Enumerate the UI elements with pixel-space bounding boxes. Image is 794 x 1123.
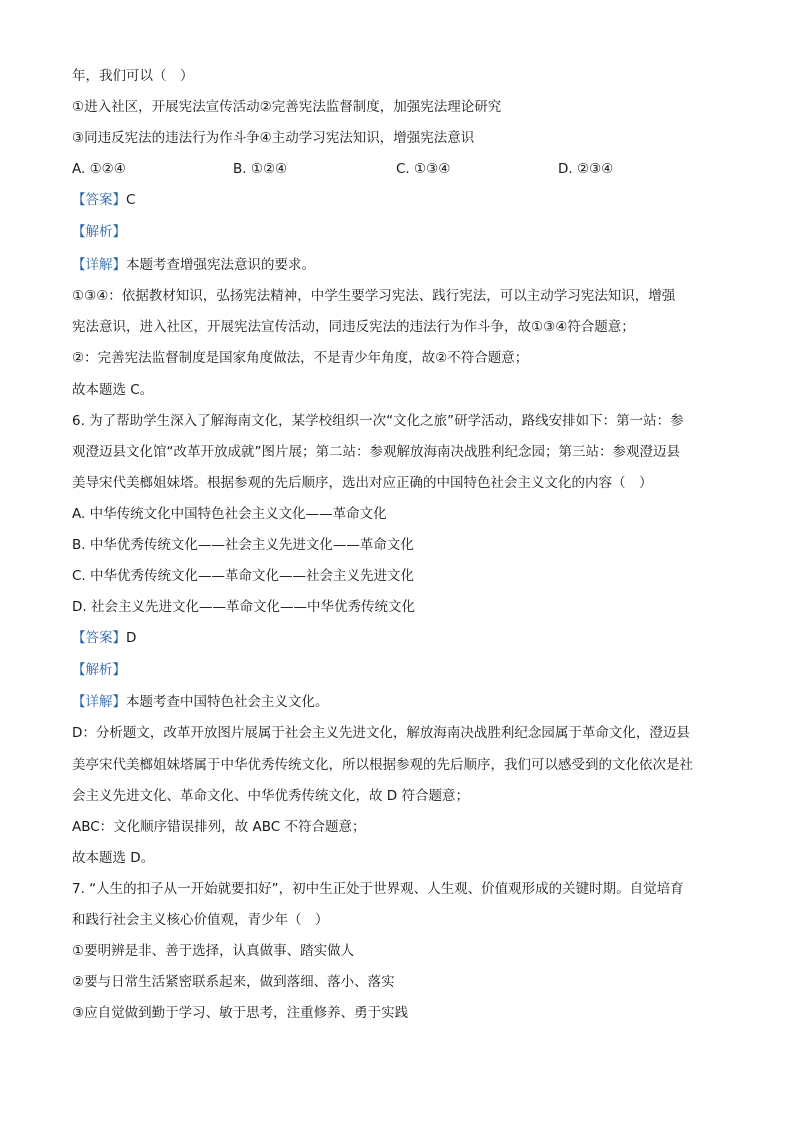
q5-option-b: B. ①②④ [233,161,288,177]
q5-detail-line [72,256,315,274]
q6-detail-line [72,693,329,711]
q6-explanation-3: 会主义先进文化、革命文化、中华优秀传统文化，故 D 符合题意； [72,788,469,804]
q7-stem-2: 和践行社会主义核心价值观，青少年（ ） [72,912,329,928]
q6-stem-2: 观澄迈县文化馆“改革开放成就”图片展；第二站：参观解放海南决战胜利纪念园；第三站：参观澄迈县 [72,444,680,460]
q6-option-b: B. 中华优秀传统文化——社会主义先进文化——革命文化 [72,537,414,553]
q6-option-c: C. 中华优秀传统文化——革命文化——社会主义先进文化 [72,568,415,584]
q5-statements-3-4: ③同违反宪法的违法行为作斗争④主动学习宪法知识，增强宪法意识 [72,130,475,146]
q7-statement-1: ①要明辨是非、善于选择，认真做事、踏实做人 [72,943,355,959]
q5-stem-tail: 年，我们可以（ ） [72,68,194,84]
q6-option-d: D. 社会主义先进文化——革命文化——中华优秀传统文化 [72,599,415,615]
q6-conclusion: 故本题选 D。 [72,850,155,866]
q5-explanation-1b: 宪法意识，进入社区，开展宪法宣传活动，同违反宪法的违法行为作斗争，故①③④符合题意； [72,319,635,335]
q5-answer: C [126,192,136,208]
q7-stem-1: 7. “人生的扣子从一开始就要扣好”，初中生正处于世界观、人生观、价值观形成的关键时期。自觉培育 [72,881,684,897]
q6-answer: D [126,630,137,646]
q5-statements-1-2: ①进入社区，开展宪法宣传活动②完善宪法监督制度，加强宪法理论研究 [72,99,502,115]
detail-label: 【详解】 [72,694,126,710]
q5-option-d: D. ②③④ [558,161,614,177]
q5-conclusion: 故本题选 C。 [72,382,154,398]
q6-analysis-label: 【解析】 [72,662,126,678]
q5-explanation-1a: ①③④：依据教材知识，弘扬宪法精神，中学生要学习宪法、践行宪法，可以主动学习宪法知识，增强 [72,288,676,304]
q5-option-c: C. ①③④ [396,161,451,177]
q7-statement-3: ③应自觉做到勤于学习、敏于思考，注重修养、勇于实践 [72,1005,409,1021]
q6-detail: 本题考查中国特色社会主义文化。 [126,694,329,710]
q5-option-a: A. ①②④ [72,161,126,177]
q6-explanation-1: D：分析题文，改革开放图片展属于社会主义先进文化，解放海南决战胜利纪念园属于革命文化，澄迈县 [72,725,690,741]
detail-label: 【详解】 [72,257,126,273]
q6-stem-1: 6. 为了帮助学生深入了解海南文化，某学校组织一次“文化之旅”研学活动，路线安排如下：第一站：参 [72,413,684,429]
q5-explanation-2: ②：完善宪法监督制度是国家角度做法，不是青少年角度，故②不符合题意； [72,350,529,366]
q5-analysis-label: 【解析】 [72,224,126,240]
q7-statement-2: ②要与日常生活紧密联系起来，做到落细、落小、落实 [72,974,395,990]
answer-label: 【答案】 [72,192,126,208]
q6-option-a: A. 中华传统文化中国特色社会主义文化——革命文化 [72,506,387,522]
answer-label: 【答案】 [72,630,126,646]
q6-stem-3: 美导宋代美榔姐妹塔。根据参观的先后顺序，选出对应正确的中国特色社会主义文化的内容（ ） [72,475,653,491]
q5-answer-line [72,191,135,209]
q6-explanation-4: ABC：文化顺序错误排列，故 ABC 不符合题意； [72,819,366,835]
q6-explanation-2: 美亭宋代美榔姐妹塔属于中华优秀传统文化，所以根据参观的先后顺序，我们可以感受到的文化依次是社 [72,757,693,773]
q5-detail: 本题考查增强宪法意识的要求。 [126,257,315,273]
q6-answer-line [72,629,136,647]
